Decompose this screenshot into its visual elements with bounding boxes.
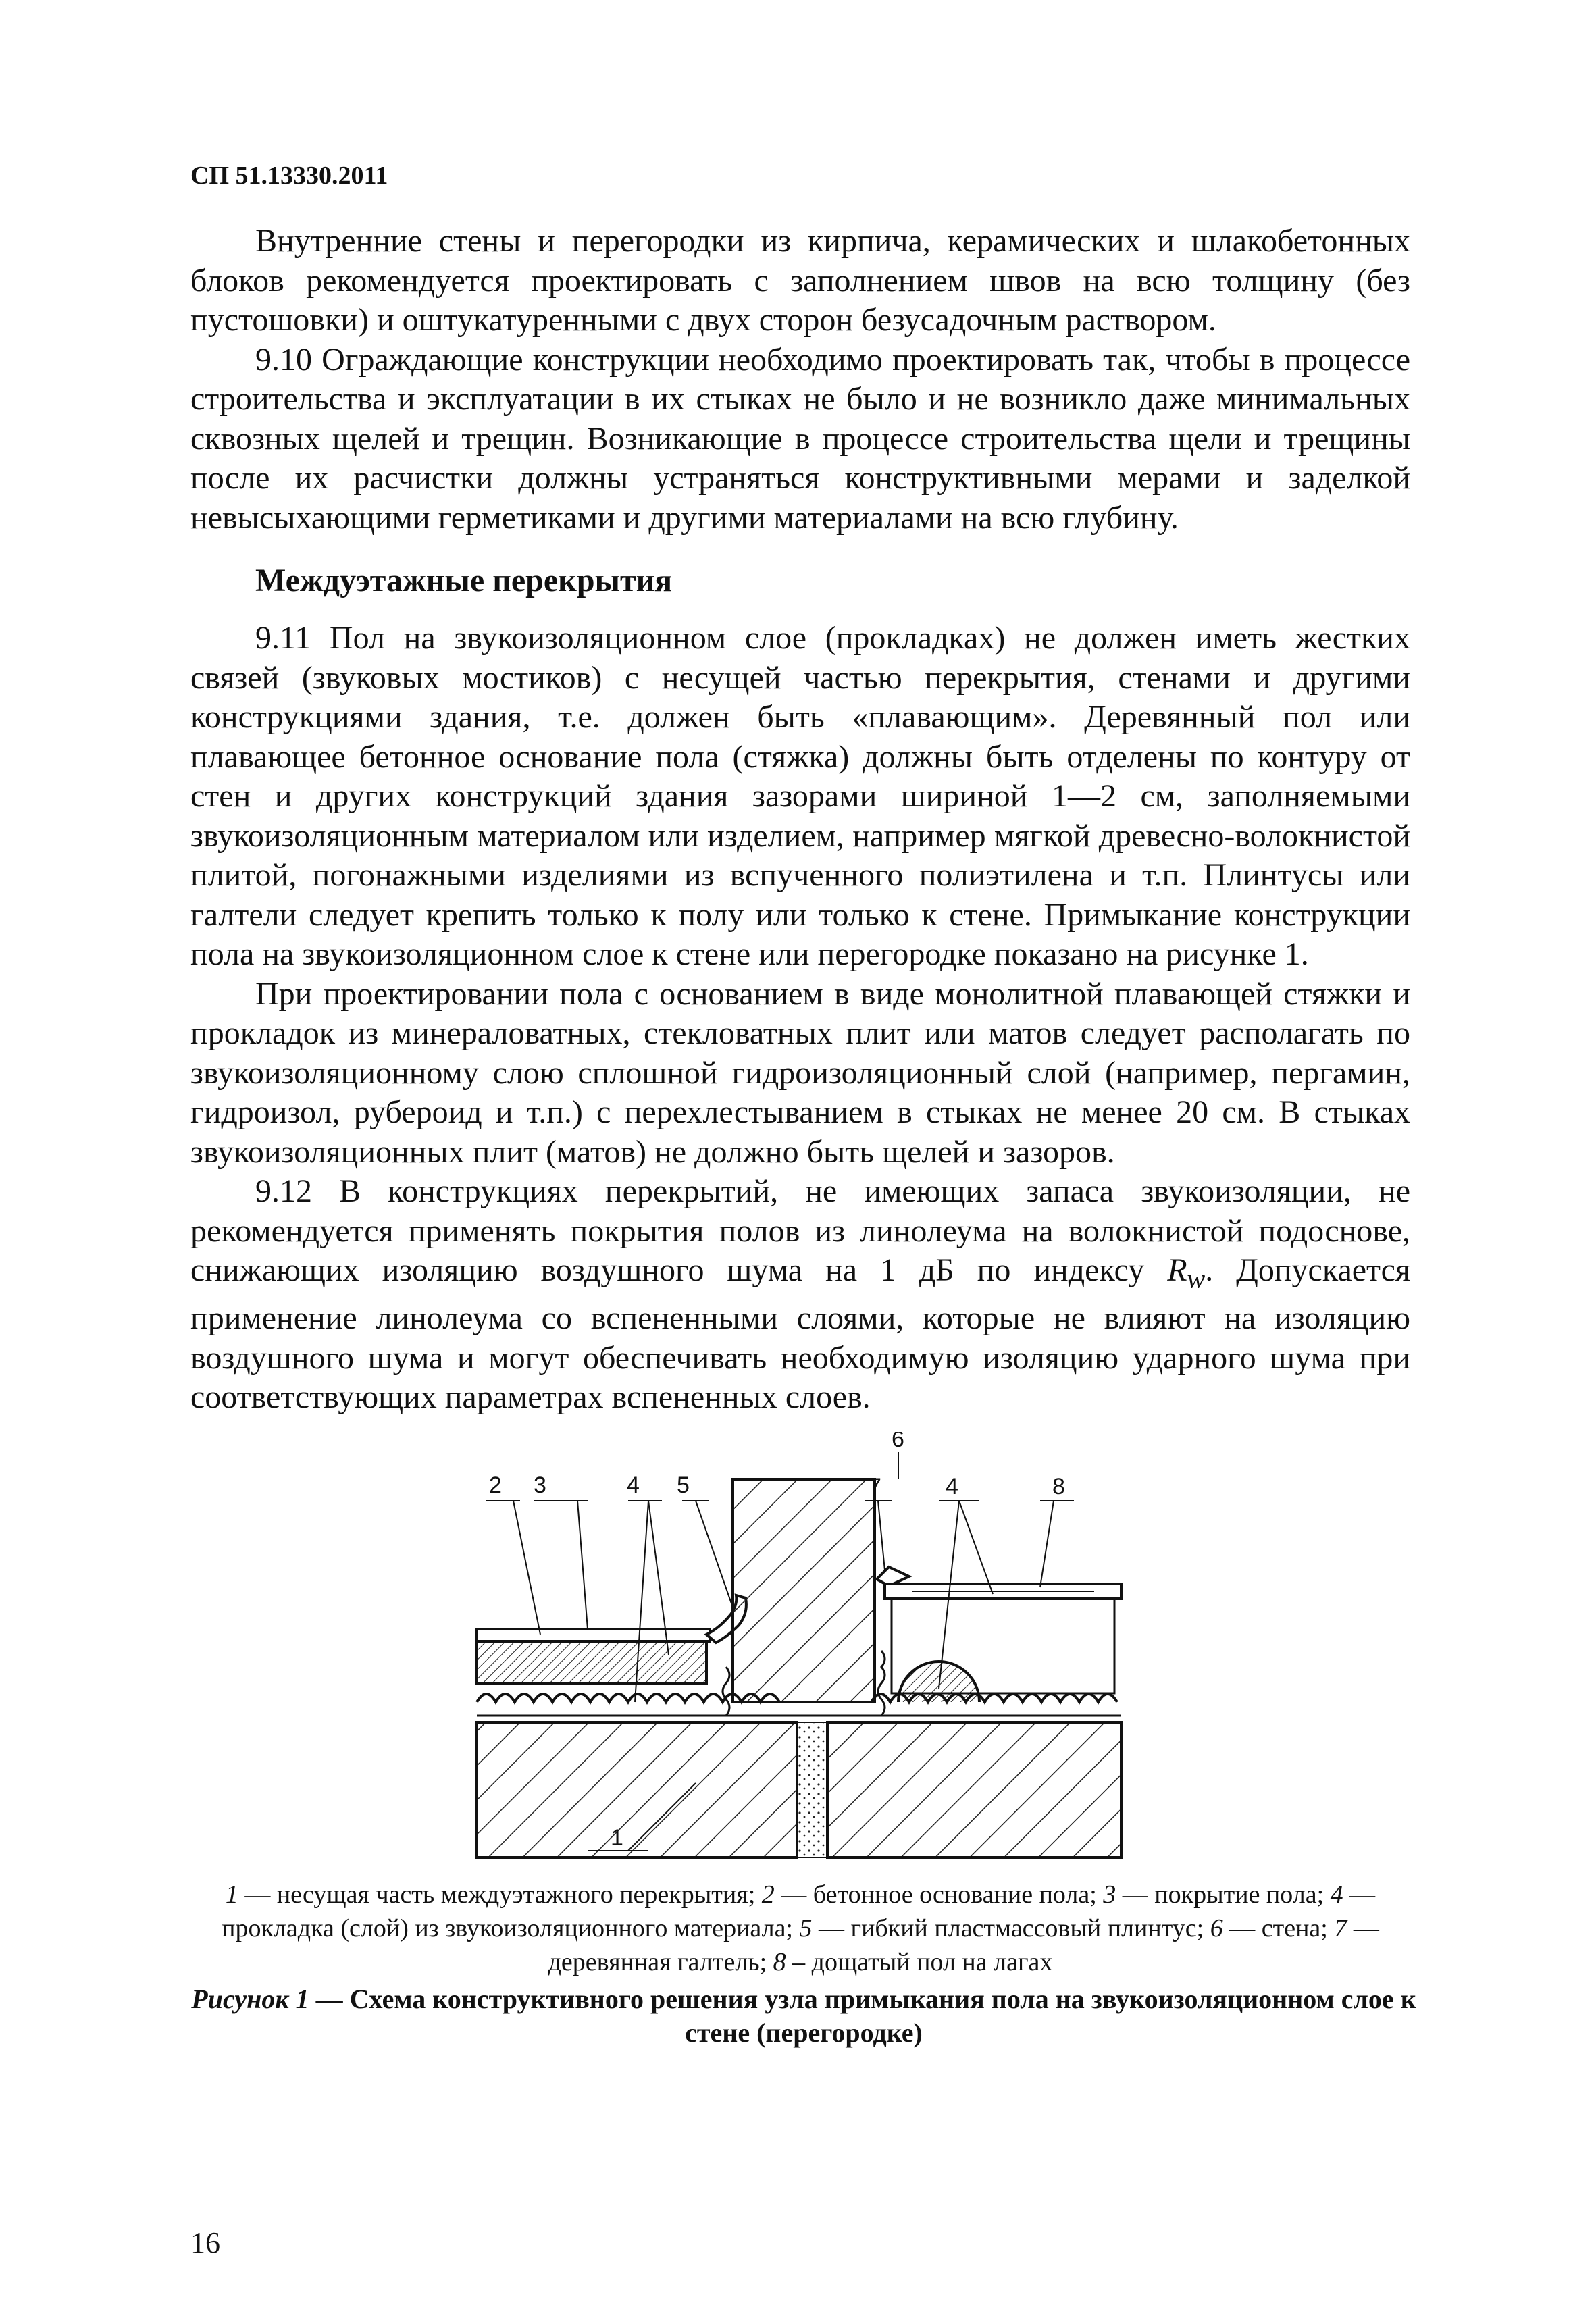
floor-junction-drawing [466, 1432, 1168, 1871]
text-block-bottom [190, 619, 1410, 1418]
callout-5: 5 [677, 1472, 690, 1498]
document-code: СП 51.13330.2011 [190, 161, 388, 190]
legend-item: 2 — бетонное основание пола; [761, 1880, 1104, 1909]
caption-text: — Схема конструктивного решения узла примыкания пола на звукоизоляционном слое к стене (перегородке) [315, 1984, 1416, 2048]
callout-7: 7 [869, 1474, 881, 1499]
figure-legend [169, 1878, 1432, 1979]
legend-item: 6 — стена; [1210, 1914, 1335, 1943]
legend-item: 1 — несущая часть междуэтажного перекрытия; [225, 1880, 762, 1909]
legend-item: 4 — прокладка (слой) из звукоизоляционного материала; [222, 1880, 1376, 1943]
callout-1: 1 [611, 1825, 623, 1851]
paragraph-rw: 9.12 В конструкциях перекрытий, не имеющих запаса звукоизоляции, не рекомендуется применять покрытия полов из линолеума на волокнистой подоснове, снижающих изоляцию воздушного шума на 1 дБ по индексу $R_w$. Допускается применение линолеума со вспененными слоями, которые не влияют на изоляцию воздушного шума и могут обеспечивать необходимую изоляцию ударного шума при соответствующих параметрах вспененных слоев. [190, 1173, 1411, 1416]
concrete-screed [477, 1641, 706, 1683]
joist [898, 1662, 979, 1702]
legend-item: 3 — покрытие пола; [1103, 1880, 1331, 1909]
callout-6: 6 [892, 1432, 904, 1452]
floor-junction-figure [466, 1432, 1168, 1871]
figure-caption [182, 1982, 1425, 2050]
callout-4: 4 [627, 1472, 640, 1498]
slab-right [827, 1722, 1121, 1857]
wall [733, 1479, 875, 1702]
floor-covering [477, 1629, 710, 1641]
paragraph: При проектировании пола с основанием в виде монолитной плавающей стяжки и прокладок из минераловатных, стекловатных плит или матов следует располагать по звукоизоляционному слою сплошной гидроизоляционный слой (например, пергамин, гидроизол, рубероид и т.п.) с перехлестыванием в стыках не менее 20 см. В стыках звукоизоляционных плит (матов) не должно быть щелей и зазоров. [190, 975, 1410, 1170]
paragraph: Внутренние стены и перегородки из кирпича, керамических и шлакобетонных блоков рекомендуется проектировать с заполнением швов на всю толщину (без пустошовки) и оштукатуренными с двух сторон безусадочным раствором. [190, 223, 1410, 338]
legend-item: 8 – дощатый пол на лагах [773, 1948, 1053, 1976]
callout-2: 2 [489, 1472, 502, 1498]
callout-4b: 4 [946, 1474, 958, 1499]
slab-joint [797, 1722, 827, 1857]
section-heading: Междуэтажные перекрытия [255, 563, 673, 598]
caption-label: Рисунок 1 [191, 1984, 309, 2014]
index-rw: $R_w$ [1167, 1252, 1206, 1294]
text-block-top [190, 222, 1410, 538]
paragraph: 9.11 Пол на звукоизоляционном слое (прокладках) не должен иметь жестких связей (звуковых мостиков) с несущей частью перекрытия, стенами и другими конструкциями здания, т.е. должен быть «плавающим». Деревянный пол или плавающее бетонное основание пола (стяжка) должны быть отделены по контуру от стен и других конструкций здания зазорами шириной 1—2 см, заполняемыми звукоизоляционным материалом или изделием, например мягкой древесно-волокнистой плитой, погонажными изделиями из вспученного полиэтилена и т.п. Плинтусы или галтели следует крепить только к полу или только к стене. Примыкание конструкции пола на звукоизоляционном слое к стене или перегородке показано на рисунке 1. [190, 620, 1410, 972]
callout-3: 3 [534, 1472, 546, 1498]
slab-left [477, 1722, 797, 1857]
page-number: 16 [190, 2226, 220, 2259]
paragraph: 9.10 Ограждающие конструкции необходимо проектировать так, чтобы в процессе строительства и эксплуатации в их стыках не было и не возникло даже минимальных сквозных щелей и трещин. Возникающие в процессе строительства щели и трещины после их расчистки должны устраняться конструктивными мерами и заделкой невысыхающими герметиками и другими материалами на всю глубину. [190, 341, 1410, 536]
legend-item: 7 — деревянная галтель; [548, 1914, 1379, 1976]
legend-item: 5 — гибкий пластмассовый плинтус; [799, 1914, 1210, 1943]
callout-8: 8 [1052, 1474, 1065, 1499]
